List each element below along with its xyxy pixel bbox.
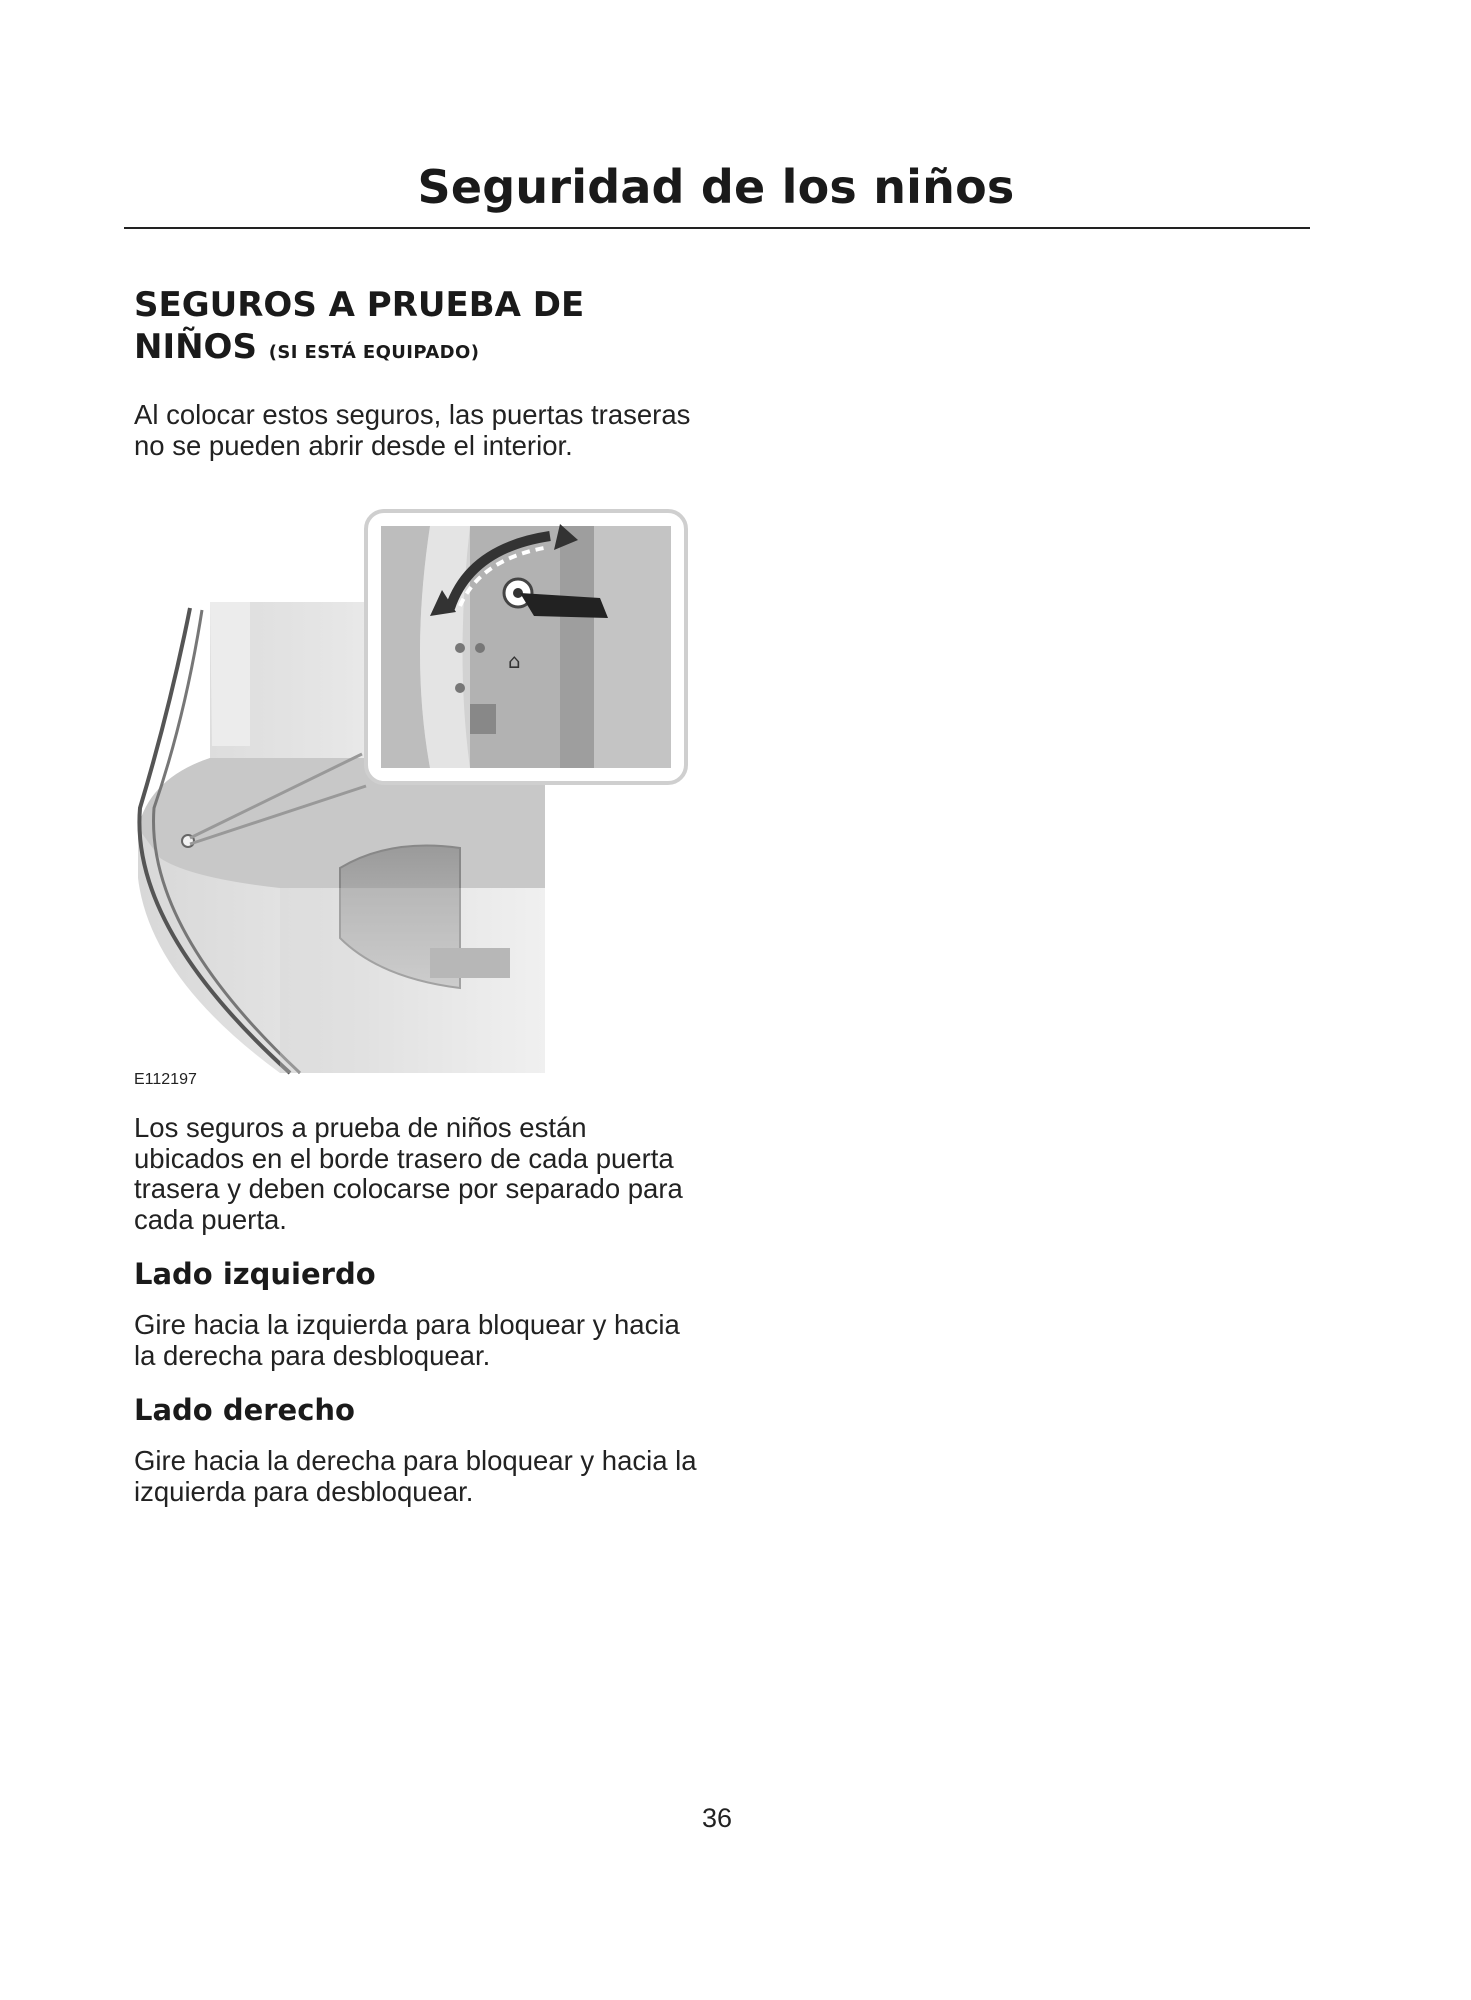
left-side-heading: Lado izquierdo (134, 1257, 376, 1291)
location-paragraph: Los seguros a prueba de niños están ubicados en el borde trasero de cada puerta trasera y deben colocarse por separado para cada puerta. (134, 1112, 683, 1235)
intro-paragraph: Al colocar estos seguros, las puertas traseras no se pueden abrir desde el interior. (134, 399, 691, 461)
svg-text:⌂: ⌂ (508, 649, 521, 673)
page-title: Seguridad de los niños (417, 160, 1015, 214)
section-heading-line2 (134, 326, 694, 374)
section-heading (134, 284, 694, 374)
right-side-heading: Lado derecho (134, 1393, 355, 1427)
child-lock-illustration (130, 508, 696, 1090)
section-heading-line1: SEGUROS A PRUEBA DE (134, 285, 585, 325)
figure-code: E112197 (134, 1071, 197, 1088)
inset-detail (366, 511, 686, 783)
left-side-text: Gire hacia la izquierda para bloquear y hacia la derecha para desbloquear. (134, 1309, 680, 1371)
title-divider (124, 227, 1310, 229)
section-heading-qualifier: (SI ESTÁ EQUIPADO) (268, 342, 480, 363)
right-side-text: Gire hacia la derecha para bloquear y hacia la izquierda para desbloquear. (134, 1445, 697, 1507)
section-heading-main: NIÑOS (134, 327, 257, 367)
page-number: 36 (701, 1803, 733, 1833)
